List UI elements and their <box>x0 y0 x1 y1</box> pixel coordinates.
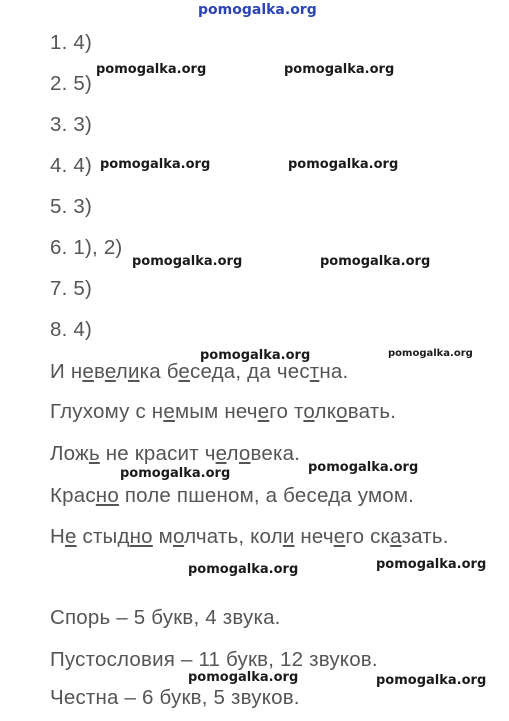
proverb-text: поле пшеном, а беседа умом. <box>118 484 415 507</box>
answer-line-6: 6. 1), 2) <box>50 236 123 259</box>
underlined-letter: е <box>257 400 270 423</box>
underlined-letter: е <box>163 400 175 423</box>
answer-line-4: 4. 4) <box>50 154 93 177</box>
proverb-line <box>50 525 449 549</box>
proverb-text: Крас <box>50 484 96 507</box>
proverb-text: Н <box>50 525 66 548</box>
watermark: pomogalka.org <box>96 62 207 77</box>
proverb-text: не красит ч <box>99 442 216 465</box>
answer-line-5: 5. 3) <box>50 195 93 218</box>
watermark-top: pomogalka.org <box>198 2 317 18</box>
answer-line-7: 7. 5) <box>50 277 93 300</box>
watermark: pomogalka.org <box>388 348 473 359</box>
proverb-text: л <box>115 360 128 383</box>
proverb-text: И н <box>50 360 83 383</box>
proverb-text: го т <box>269 400 304 423</box>
watermark: pomogalka.org <box>100 157 211 172</box>
proverb-text: стыд <box>76 525 130 548</box>
underlined-letter: о <box>336 400 348 423</box>
phonetic-line-3: Честна – 6 букв, 5 звуков. <box>50 686 300 709</box>
answer-line-2: 2. 5) <box>50 72 93 95</box>
underlined-letter: а <box>390 525 402 548</box>
underlined-letter: о <box>303 400 315 423</box>
phonetic-line-1: Спорь – 5 букв, 4 звука. <box>50 606 281 629</box>
answer-line-8: 8. 4) <box>50 318 93 341</box>
underlined-letter: о <box>238 442 251 465</box>
proverb-line <box>50 442 300 466</box>
proverb-text: м <box>152 525 173 548</box>
underlined-letter: и <box>127 360 140 383</box>
underlined-letter: и <box>282 525 295 548</box>
proverb-text: в <box>93 360 105 383</box>
underlined-letter: е <box>215 442 227 465</box>
underlined-letter: т <box>309 360 320 383</box>
watermark: pomogalka.org <box>284 62 395 77</box>
watermark: pomogalka.org <box>288 157 399 172</box>
proverb-text: вать. <box>347 400 397 423</box>
watermark: pomogalka.org <box>132 254 243 269</box>
watermark: pomogalka.org <box>376 673 487 688</box>
phonetic-line-2: Пустословия – 11 букв, 12 звуков. <box>50 648 378 671</box>
proverb-text: го ск <box>345 525 391 548</box>
underlined-letter: но <box>129 525 153 548</box>
proverb-line <box>50 400 396 424</box>
watermark: pomogalka.org <box>188 670 299 685</box>
watermark: pomogalka.org <box>120 466 231 481</box>
proverb-text: на. <box>319 360 349 383</box>
underlined-letter: е <box>82 360 94 383</box>
proverb-text: ка б <box>139 360 179 383</box>
underlined-letter: ь <box>88 442 100 465</box>
underlined-letter: е <box>178 360 191 383</box>
proverb-text: л <box>226 442 239 465</box>
proverb-text: седа, да чес <box>190 360 310 383</box>
proverb-line <box>50 360 348 384</box>
proverb-text: лчать, кол <box>184 525 283 548</box>
underlined-letter: е <box>333 525 346 548</box>
proverb-text: зать. <box>401 525 449 548</box>
answer-line-1: 1. 4) <box>50 31 93 54</box>
proverb-text: неч <box>294 525 334 548</box>
proverb-text: Лож <box>50 442 89 465</box>
underlined-letter: е <box>104 360 116 383</box>
proverb-text: мым неч <box>174 400 258 423</box>
proverb-text: лк <box>314 400 337 423</box>
proverb-text: Глухому с н <box>50 400 164 423</box>
proverb-text: века. <box>250 442 301 465</box>
watermark: pomogalka.org <box>376 557 487 572</box>
watermark: pomogalka.org <box>200 348 311 363</box>
watermark: pomogalka.org <box>320 254 431 269</box>
underlined-letter: е <box>65 525 77 548</box>
watermark: pomogalka.org <box>188 562 299 577</box>
underlined-letter: о <box>172 525 185 548</box>
watermark: pomogalka.org <box>308 460 419 475</box>
answer-line-3: 3. 3) <box>50 113 93 136</box>
underlined-letter: но <box>95 484 119 507</box>
proverb-line <box>50 484 414 508</box>
